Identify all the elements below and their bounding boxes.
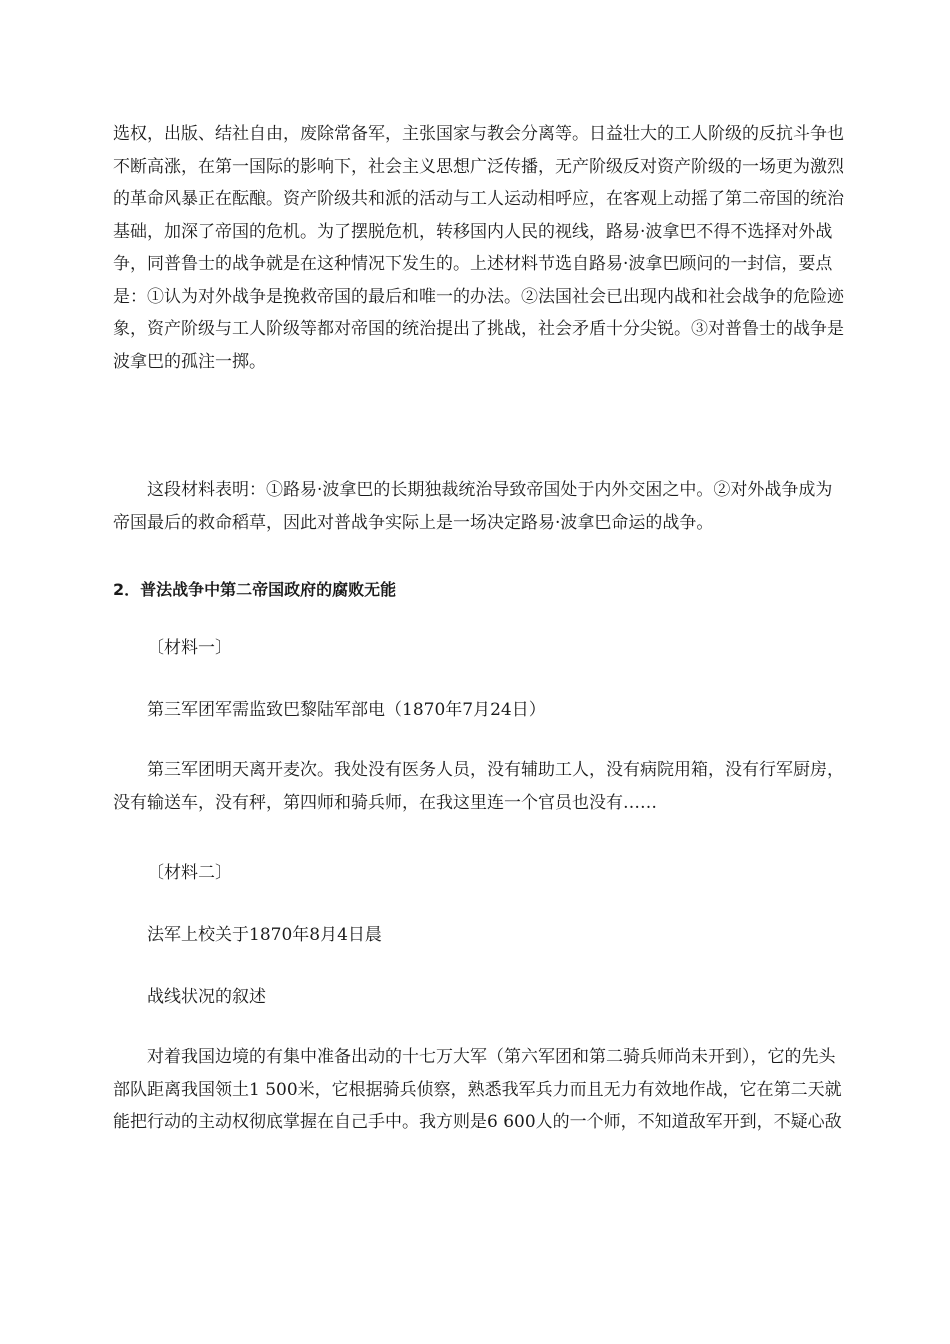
material-1-label: 〔材料一〕 — [147, 638, 232, 658]
paragraph-line: 第三军团明天离开麦次。我处没有医务人员，没有辅助工人，没有病院用箱，没有行军厨房， — [147, 760, 844, 780]
material-2-title-line-2: 战线状况的叙述 — [147, 987, 266, 1007]
paragraph-line: 不断高涨，在第一国际的影响下，社会主义思想广泛传播，无产阶级反对资产阶级的一场更为激烈 — [113, 156, 844, 177]
material-1-body — [113, 754, 844, 819]
material-2-label: 〔材料二〕 — [147, 863, 232, 883]
paragraph-line: 象，资产阶级与工人阶级等都对帝国的统治提出了挑战，社会矛盾十分尖锐。③对普鲁士的战争是 — [113, 319, 844, 339]
section-heading: 2．普法战争中第二帝国政府的腐败无能 — [113, 580, 397, 599]
paragraph-line: 部队距离我国领土1 500米，它根据骑兵侦察，熟悉我军兵力而且无力有效地作战，它在第二天就 — [113, 1079, 842, 1100]
paragraph-line: 能把行动的主动权彻底掌握在自己手中。我方则是6 600人的一个师，不知道敌军开到，不疑心敌 — [113, 1112, 842, 1132]
paragraph-line: 选权，出版、结社自由，废除常备军，主张国家与教会分离等。日益壮大的工人阶级的反抗斗争也 — [113, 124, 844, 144]
paragraph-line: 帝国最后的救命稻草，因此对普战争实际上是一场决定路易·波拿巴命运的战争。 — [113, 512, 714, 533]
paragraph-line: 对着我国边境的有集中准备出动的十七万大军（第六军团和第二骑兵师尚未开到），它的先头 — [147, 1047, 836, 1067]
paragraph-line: 波拿巴的孤注一掷。 — [113, 351, 266, 372]
paragraph-line: 没有输送车，没有秤，第四师和骑兵师，在我这里连一个官员也没有…… — [113, 792, 657, 813]
material-2-title-line-1: 法军上校关于1870年8月4日晨 — [147, 925, 382, 945]
paragraph-1 — [113, 118, 844, 378]
paragraph-line: 基础，加深了帝国的危机。为了摆脱危机，转移国内人民的视线，路易·波拿巴不得不选择对外战 — [113, 221, 833, 242]
material-1-title: 第三军团军需监致巴黎陆军部电（1870年7月24日） — [147, 700, 546, 720]
paragraph-2 — [113, 474, 839, 539]
paragraph-line: 争，同普鲁士的战争就是在这种情况下发生的。上述材料节选自路易·波拿巴顾问的一封信，要点 — [113, 254, 833, 274]
paragraph-line: 是：①认为对外战争是挽救帝国的最后和唯一的办法。②法国社会已出现内战和社会战争的危险迹 — [113, 286, 844, 307]
paragraph-line: 的革命风暴正在酝酿。资产阶级共和派的活动与工人运动相呼应，在客观上动摇了第二帝国的统治 — [113, 189, 844, 209]
paragraph-line: 这段材料表明：①路易·波拿巴的长期独裁统治导致帝国处于内外交困之中。②对外战争成为 — [147, 480, 833, 500]
material-2-body — [113, 1041, 842, 1139]
